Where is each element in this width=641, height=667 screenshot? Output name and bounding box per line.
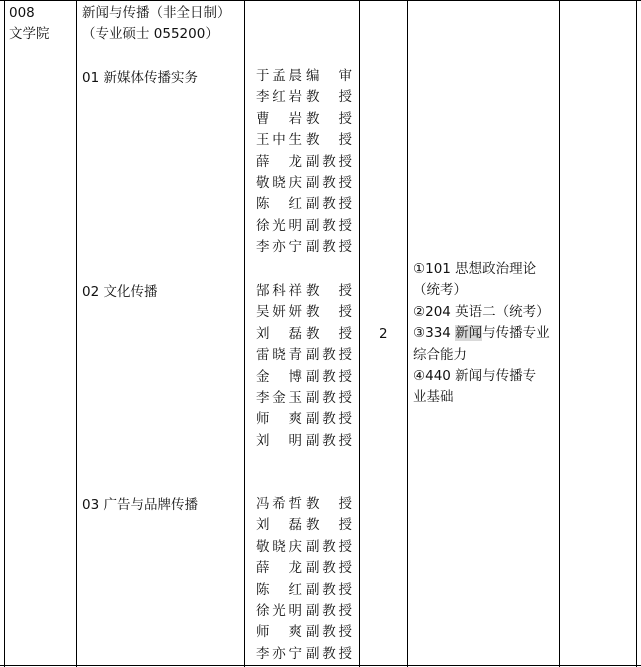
advisor-rank: 副教授 — [306, 347, 352, 364]
advisor-rank: 副教授 — [306, 217, 352, 234]
advisor-name: 郜科祥 — [256, 283, 302, 299]
exam-subject-prefix: ③334 — [413, 325, 456, 342]
advisor-name: 陈 红 — [256, 196, 302, 213]
advisor-row — [256, 302, 352, 323]
table-border-right — [636, 0, 637, 667]
exam-subject-line: 综合能力 — [413, 346, 467, 363]
advisor-rank: 教 授 — [306, 283, 352, 299]
advisor-rank: 副教授 — [306, 411, 352, 428]
advisor-name: 敬晓庆 — [256, 174, 302, 191]
table-border-top — [0, 0, 641, 1]
advisor-row — [256, 431, 352, 452]
advisor-row — [256, 580, 352, 601]
advisor-name: 王中生 — [256, 132, 302, 149]
exam-subject-line: 业基础 — [413, 389, 454, 406]
advisor-rank: 副教授 — [306, 538, 352, 555]
advisor-rank: 副教授 — [306, 174, 352, 191]
advisor-row — [256, 345, 352, 366]
direction-label: 02 文化传播 — [82, 284, 158, 300]
advisor-row — [256, 601, 352, 622]
advisor-row — [256, 324, 352, 345]
department-name: 文学院 — [9, 26, 50, 43]
advisor-row — [256, 66, 352, 87]
exam-subject-line — [413, 323, 550, 344]
advisor-row — [256, 152, 352, 173]
advisor-row — [256, 367, 352, 388]
advisor-name: 李金玉 — [256, 389, 302, 406]
advisor-name: 徐光明 — [256, 217, 302, 234]
advisor-rank: 教 授 — [306, 496, 352, 512]
text-selection-highlight[interactable]: 新闻 — [455, 325, 483, 342]
exam-subject-line: ④440 新闻与传播专 — [413, 367, 537, 384]
advisor-name: 吴妍妍 — [256, 304, 302, 321]
exam-subject-line: ②204 英语二（统考） — [413, 303, 550, 320]
advisor-name: 薛 龙 — [256, 153, 302, 170]
advisor-name: 徐光明 — [256, 602, 302, 619]
advisor-rank: 教 授 — [306, 325, 352, 342]
exam-subject-line: ①101 思想政治理论 — [413, 261, 537, 277]
advisor-rank: 副教授 — [306, 432, 352, 449]
advisor-list — [256, 281, 352, 452]
department-cell — [9, 3, 50, 46]
advisor-rank: 编 审 — [306, 68, 352, 84]
advisor-name: 冯希哲 — [256, 496, 302, 512]
column-divider-1 — [76, 0, 77, 667]
advisor-row — [256, 515, 352, 536]
advisor-name: 曹 岩 — [256, 110, 302, 127]
advisor-rank: 副教授 — [306, 389, 352, 406]
column-divider-5 — [559, 0, 560, 667]
advisor-rank: 教 授 — [306, 517, 352, 534]
exam-subject-line: （统考） — [413, 282, 467, 299]
exam-subjects — [413, 259, 550, 409]
advisor-rank: 副教授 — [306, 581, 352, 598]
advisor-row — [256, 130, 352, 151]
advisor-row — [256, 388, 352, 409]
advisor-name: 师 爽 — [256, 624, 302, 641]
advisor-name: 敬晓庆 — [256, 538, 302, 555]
column-divider-2 — [244, 0, 245, 667]
program-code: （专业硕士 055200） — [82, 26, 219, 43]
program-cell — [82, 3, 231, 46]
advisor-row — [256, 237, 352, 258]
advisor-rank: 副教授 — [306, 153, 352, 170]
department-code: 008 — [9, 5, 35, 21]
advisor-name: 李亦宁 — [256, 239, 302, 256]
advisor-rank: 教 授 — [306, 110, 352, 127]
advisor-name: 薛 龙 — [256, 560, 302, 577]
advisor-list — [256, 494, 352, 665]
advisor-rank: 教 授 — [306, 304, 352, 321]
advisor-rank: 副教授 — [306, 239, 352, 256]
advisor-rank: 副教授 — [306, 624, 352, 641]
advisor-row — [256, 537, 352, 558]
advisor-rank: 副教授 — [306, 645, 352, 662]
column-divider-3 — [359, 0, 360, 667]
advisor-name: 刘 磊 — [256, 517, 302, 534]
exam-subject-suffix: 与传播专业 — [482, 325, 550, 342]
advisor-name: 于孟晨 — [256, 68, 302, 84]
advisor-row — [256, 281, 352, 302]
advisor-row — [256, 173, 352, 194]
advisor-row — [256, 109, 352, 130]
direction-label: 01 新媒体传播实务 — [82, 70, 198, 86]
advisor-name: 陈 红 — [256, 581, 302, 598]
advisor-rank: 副教授 — [306, 368, 352, 385]
advisor-row — [256, 87, 352, 108]
advisor-rank: 副教授 — [306, 196, 352, 213]
advisor-name: 师 爽 — [256, 411, 302, 428]
advisor-row — [256, 622, 352, 643]
direction-label: 03 广告与品牌传播 — [82, 497, 198, 513]
advisor-rank: 副教授 — [306, 602, 352, 619]
enrollment-count: 2 — [379, 326, 388, 342]
advisor-name: 李红岩 — [256, 89, 302, 106]
advisor-row — [256, 409, 352, 430]
advisor-row — [256, 558, 352, 579]
advisor-row — [256, 194, 352, 215]
advisor-row — [256, 216, 352, 237]
advisor-name: 刘 明 — [256, 432, 302, 449]
program-name: 新闻与传播（非全日制） — [82, 5, 231, 21]
table-border-left — [4, 0, 5, 667]
advisor-name: 刘 磊 — [256, 325, 302, 342]
advisor-name: 金 博 — [256, 368, 302, 385]
advisor-name: 李亦宁 — [256, 645, 302, 662]
advisor-rank: 教 授 — [306, 89, 352, 106]
advisor-rank: 教 授 — [306, 132, 352, 149]
advisor-rank: 副教授 — [306, 560, 352, 577]
column-divider-4 — [407, 0, 408, 667]
advisor-row — [256, 644, 352, 665]
table-border-bottom — [0, 665, 641, 666]
advisor-list — [256, 66, 352, 259]
advisor-row — [256, 494, 352, 515]
advisor-name: 雷晓青 — [256, 347, 302, 364]
